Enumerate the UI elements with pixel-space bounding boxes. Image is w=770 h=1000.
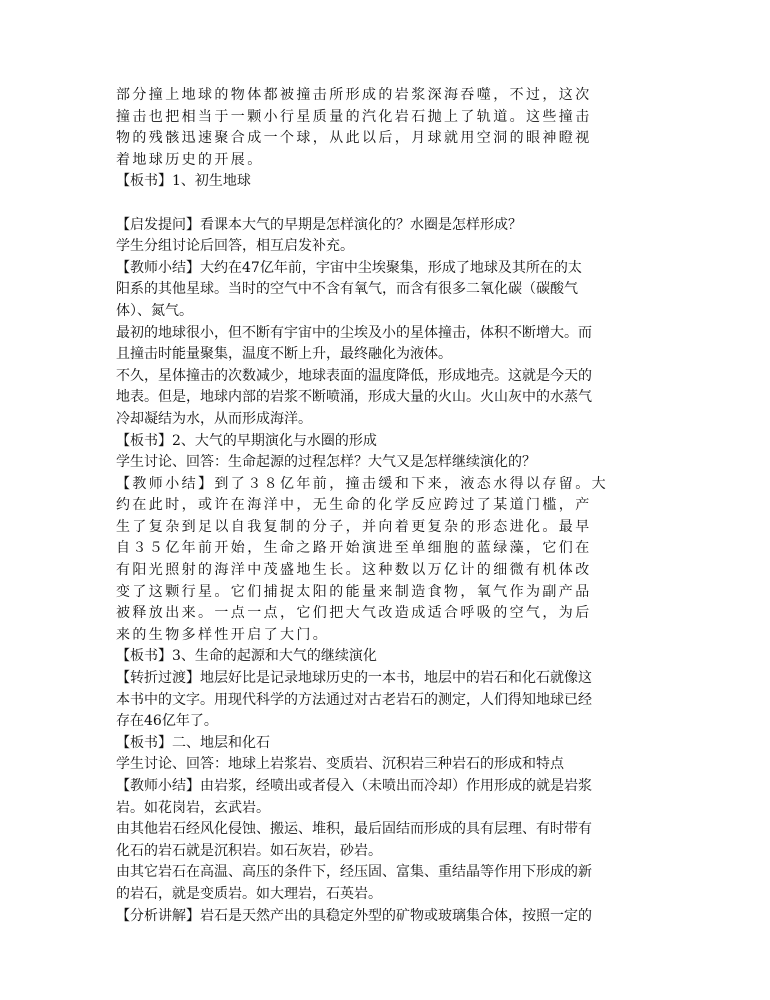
- text-line: 约在此时，或许在海洋中，无生命的化学反应跨过了某道门槛，产: [116, 497, 592, 514]
- text-line: 学生讨论、回答：生命起源的过程怎样？大气又是怎样继续演化的？: [116, 454, 536, 471]
- text-line: 化石的岩石就是沉积岩。如石灰岩，砂岩。: [116, 842, 382, 859]
- text-line: 阳系的其他星球。当时的空气中不含有氧气，而含有很多二氧化碳（碳酸气: [116, 281, 578, 298]
- text-line: 【板书】1、初生地球: [116, 173, 251, 190]
- text-line: 的岩石，就是变质岩。如大理岩，石英岩。: [116, 885, 382, 902]
- text-line: 撞击也把相当于一颗小行星质量的汽化岩石抛上了轨道。这些撞击: [116, 108, 592, 125]
- text-line: 冷却凝结为水，从而形成海洋。: [116, 410, 312, 427]
- text-line: 存在46亿年了。: [116, 713, 218, 730]
- text-line: 学生分组讨论后回答，相互启发补充。: [116, 238, 354, 255]
- text-line: 【板书】二、地层和化石: [116, 734, 270, 751]
- text-line: 【板书】3、生命的起源和大气的继续演化: [116, 648, 377, 665]
- text-line: 体）、氮气。: [116, 302, 193, 319]
- text-line: 由其他岩石经风化侵蚀、搬运、堆积，最后固结而形成的具有层理、有时带有: [116, 821, 592, 838]
- text-line: 有阳光照射的海洋中茂盛地生长。这种数以万亿计的细微有机体改: [116, 562, 592, 579]
- text-line: 【分析讲解】岩石是天然产出的具稳定外型的矿物或玻璃集合体，按照一定的: [116, 907, 592, 924]
- text-line: 岩。如花岗岩，玄武岩。: [116, 799, 270, 816]
- text-line: 【板书】2、大气的早期演化与水圈的形成: [116, 432, 377, 449]
- text-line: 【教师小结】到了３８亿年前，撞击缓和下来，液态水得以存留。大: [116, 475, 608, 492]
- text-line: 【教师小结】大约在47亿年前，宇宙中尘埃聚集，形成了地球及其所在的太: [116, 259, 582, 276]
- text-line: 来的生物多样性开启了大门。: [116, 626, 330, 643]
- text-line: 变了这颗行星。它们捕捉太阳的能量来制造食物，氧气作为副产品: [116, 583, 592, 600]
- text-line: 本书中的文字。用现代科学的方法通过对古老岩石的测定，人们得知地球已经: [116, 691, 592, 708]
- text-line: 最初的地球很小，但不断有宇宙中的尘埃及小的星体撞击，体积不断增大。而: [116, 324, 592, 341]
- text-line: 由其它岩石在高温、高压的条件下，经压固、富集、重结晶等作用下形成的新: [116, 864, 592, 881]
- text-line: 且撞击时能量聚集，温度不断上升，最终融化为液体。: [116, 346, 452, 363]
- document-body: [116, 85, 651, 927]
- text-line: 自３５亿年前开始，生命之路开始演进至单细胞的蓝绿藻，它们在: [116, 540, 592, 557]
- text-line: 学生讨论、回答：地球上岩浆岩、变质岩、沉积岩三种岩石的形成和特点: [116, 756, 564, 773]
- text-line: 不久，星体撞击的次数减少，地球表面的温度降低，形成地壳。这就是今天的: [116, 367, 592, 384]
- text-line: 地表。但是，地球内部的岩浆不断喷涌，形成大量的火山。火山灰中的水蒸气: [116, 389, 592, 406]
- blank-line: [116, 193, 651, 215]
- text-line: 被释放出来。一点一点，它们把大气改造成适合呼吸的空气，为后: [116, 605, 592, 622]
- text-line: 【转折过渡】地层好比是记录地球历史的一本书，地层中的岩石和化石就像这: [116, 670, 592, 687]
- text-line: 部分撞上地球的物体都被撞击所形成的岩浆深海吞噬，不过，这次: [116, 87, 592, 103]
- text-line: 着地球历史的开展。: [116, 151, 264, 168]
- text-line: 物的残骸迅速聚合成一个球，从此以后，月球就用空洞的眼神瞪视: [116, 130, 592, 147]
- text-line: 生了复杂到足以自我复制的分子，并向着更复杂的形态进化。最早: [116, 518, 592, 535]
- text-line: 【启发提问】看课本大气的早期是怎样演化的？水圈是怎样形成？: [116, 216, 522, 233]
- text-line: 【教师小结】由岩浆，经喷出或者侵入（未喷出而冷却）作用形成的就是岩浆: [116, 778, 592, 794]
